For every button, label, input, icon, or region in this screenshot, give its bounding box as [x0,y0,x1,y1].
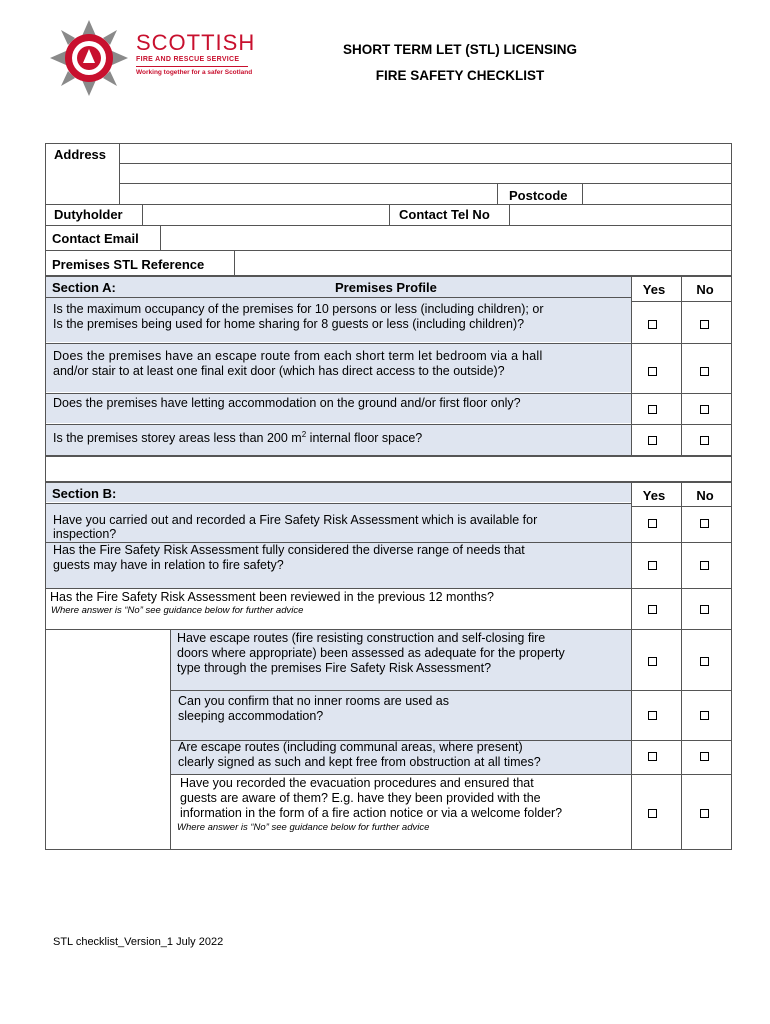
section-b-q1-no-checkbox[interactable] [700,519,709,528]
section-a-q1-text [53,302,628,332]
stl-reference-input[interactable] [235,251,731,276]
section-b-q5-line-1: Can you confirm that no inner rooms are used as [178,694,449,708]
section-b-q2-yes-checkbox[interactable] [648,561,657,570]
postcode-divider-left [497,184,498,204]
section-a-yn-sep-0 [631,301,732,302]
sfrs-crest-icon [48,18,130,98]
postcode-input[interactable] [583,185,731,204]
section-b-q2-line-1: Has the Fire Safety Risk Assessment fully considered the diverse range of needs that [53,543,525,557]
dutyholder-label: Dutyholder [54,207,123,222]
section-a-q1-no-checkbox[interactable] [700,320,709,329]
section-b-yes-header: Yes [642,488,666,503]
section-a-yes-header: Yes [642,282,666,297]
section-a-col-no [681,276,682,456]
section-a-q2-line-1: Does the premises have an escape route from each short term let bedroom via a hall [53,349,543,363]
section-a-q4-text [53,427,628,446]
section-a-q3-no-checkbox[interactable] [700,405,709,414]
section-a-q1-yes-checkbox[interactable] [648,320,657,329]
section-b-q2-line-2: guests may have in relation to fire safety? [53,558,284,572]
address-line-2[interactable] [120,164,731,184]
section-b-q5-yes-checkbox[interactable] [648,711,657,720]
section-b-q7-text [180,776,630,821]
section-b-q6-line-1: Are escape routes (including communal areas, where present) [178,740,523,754]
contact-tel-input[interactable] [510,205,731,225]
section-b-q7-line-1: Have you recorded the evacuation procedures and ensured that [180,776,534,790]
section-a-q1-line-2: Is the premises being used for home sharing for 8 guests or less (including children)? [53,317,525,331]
section-b-q7-line-2: guests are aware of them? E.g. have they been provided with the [180,791,541,805]
section-b-q2-no-checkbox[interactable] [700,561,709,570]
section-a-q3-yes-checkbox[interactable] [648,405,657,414]
section-b-label: Section B: [52,486,117,501]
dutyholder-input[interactable] [143,205,388,225]
section-b-row-sep-6 [170,774,732,775]
section-b-q3-text: Has the Fire Safety Risk Assessment been reviewed in the previous 12 months? [50,590,494,604]
page-title [300,42,620,83]
section-a-q4-superscript: 2 [301,430,307,439]
stl-reference-label: Premises STL Reference [52,257,205,272]
tel-divider-left [389,204,390,225]
section-spacer-row [45,456,732,482]
section-a-q2-line-2: and/or stair to at least one final exit door (which has direct access to the outside)? [53,364,505,378]
section-a-q4-text-start: Is the premises storey areas less than 200 m [53,431,302,446]
contact-email-label: Contact Email [52,231,139,246]
section-a-label: Section A: [52,280,116,295]
address-label: Address [54,147,107,162]
section-a-q2-text [53,349,628,379]
section-a-q1-line-1: Is the maximum occupancy of the premises for 10 persons or less (including children); or [53,302,544,316]
section-a-q2-yes-checkbox[interactable] [648,367,657,376]
section-b-q7-line-3: information in the form of a fire action notice or via a welcome folder? [180,806,563,820]
section-b-q5-no-checkbox[interactable] [700,711,709,720]
section-b-q4-line-3: type through the premises Fire Safety Risk Assessment? [177,661,492,675]
section-b-q1-text [53,513,628,542]
section-b-q3-no-checkbox[interactable] [700,605,709,614]
section-b-q6-no-checkbox[interactable] [700,752,709,761]
section-a-no-header: No [696,282,714,297]
section-b-q1-yes-checkbox[interactable] [648,519,657,528]
section-b-no-header: No [696,488,714,503]
contact-tel-label: Contact Tel No [399,207,490,222]
section-b-q2-text [53,543,628,573]
section-b-q6-text [178,740,628,770]
sfrs-logo [48,18,256,98]
section-b-q6-yes-checkbox[interactable] [648,752,657,761]
logo-divider [136,66,248,67]
section-b-q7-no-checkbox[interactable] [700,809,709,818]
section-b-q7-note: Where answer is “No” see guidance below for further advice [177,822,430,833]
section-a-q3-text: Does the premises have letting accommodation on the ground and/or first floor only? [53,396,521,410]
section-a-q4-yes-checkbox[interactable] [648,436,657,445]
section-b-col-no [681,482,682,850]
section-b-q4-no-checkbox[interactable] [700,657,709,666]
section-b-q1-line-1: Have you carried out and recorded a Fire Safety Risk Assessment which is available for [53,513,538,527]
title-line-1: SHORT TERM LET (STL) LICENSING [343,42,577,57]
section-b-q4-text [177,631,627,676]
section-b-yn-sep-0 [631,506,732,507]
section-b-q4-line-2: doors where appropriate) been assessed as adequate for the property [177,646,565,660]
address-line-1[interactable] [120,144,731,164]
logo-tagline: Working together for a safer Scotland [136,69,253,76]
section-a-q2-no-checkbox[interactable] [700,367,709,376]
section-b-q3-note: Where answer is “No” see guidance below for further advice [51,605,304,616]
contact-email-input[interactable] [161,226,731,250]
section-b-q5-line-2: sleeping accommodation? [178,709,324,723]
address-line-3[interactable] [120,184,497,204]
section-b-q5-text [178,694,628,724]
section-a-profile-label: Premises Profile [335,280,437,295]
logo-name: SCOTTISH [136,30,256,55]
section-a-q4-no-checkbox[interactable] [700,436,709,445]
logo-subtitle: FIRE AND RESCUE SERVICE [136,56,240,63]
section-b-header-row [46,483,631,502]
title-line-2: FIRE SAFETY CHECKLIST [375,68,545,83]
section-b-q7-yes-checkbox[interactable] [648,809,657,818]
section-a-q4-text-end: internal floor space? [306,431,423,446]
section-b-col-yes [631,482,632,850]
footer-version: STL checklist_Version_1 July 2022 [53,936,224,948]
section-b-q4-yes-checkbox[interactable] [648,657,657,666]
section-b-row-sep-2 [45,588,732,589]
section-b-q1-line-2: inspection? [53,527,117,541]
section-b-q6-line-2: clearly signed as such and kept free from obstruction at all times? [178,755,541,769]
postcode-label: Postcode [509,188,568,203]
section-a-col-yes [631,276,632,456]
section-b-q4-line-1: Have escape routes (fire resisting construction and self-closing fire [177,631,546,645]
section-b-q3-yes-checkbox[interactable] [648,605,657,614]
